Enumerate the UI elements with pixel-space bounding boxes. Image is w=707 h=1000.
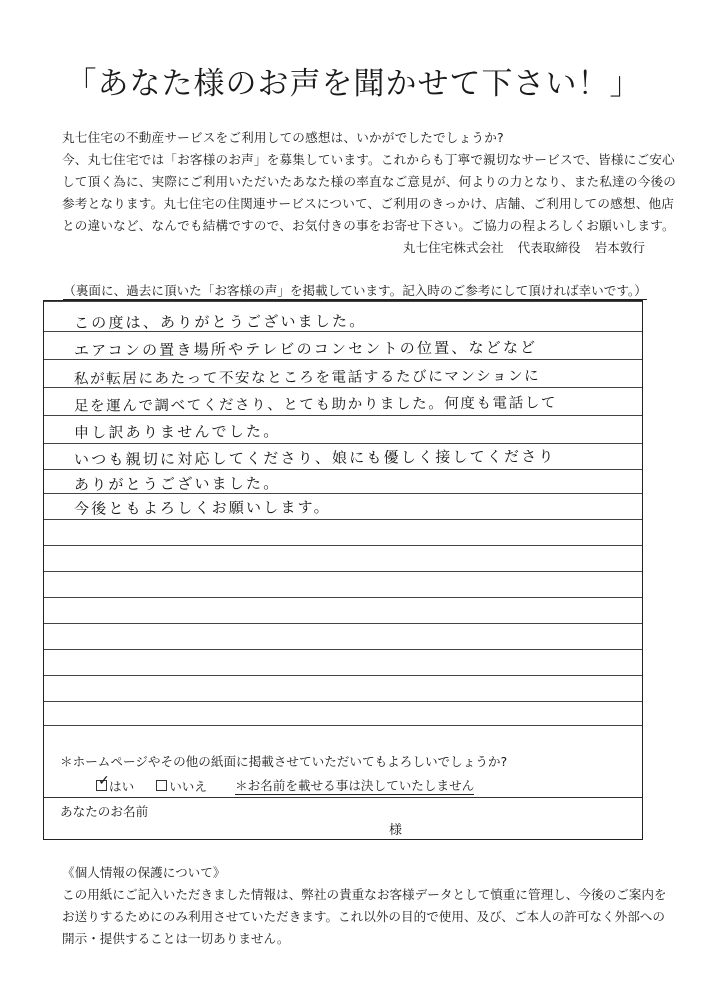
privacy-heading: 《個人情報の保護について》 [62, 865, 226, 880]
signature [393, 237, 645, 256]
handwritten-line: この度は、ありがとうございました。 [73, 311, 367, 333]
intro-line: 今、丸七住宅では「お客様のお声」を募集しています。これからも丁寧で親切なサービスで、皆様にご安心 [62, 152, 675, 167]
page-title: 「あなた様のお声を聞かせて下さい！」 [65, 66, 642, 102]
ruled-line [44, 649, 642, 650]
company-name: 丸七住宅株式会社 [402, 240, 504, 255]
intro-line: 参考となります。丸七住宅の住関連サービスについて、ご利用のきっかけ、店舗、ご利用しての感想、他店 [62, 196, 675, 211]
intro-line: して頂く為に、実際にご利用いただいたあなた様の率直なご意見が、何よりの力となり、また私達の今後の [62, 174, 677, 189]
privacy-line: お送りするためにのみ利用させていただきます。これ以外の目的で使用、及び、ご本人の許可なく外部への [62, 909, 665, 924]
ruled-line [44, 623, 642, 624]
handwritten-line: 申し訳ありませんでした。 [73, 422, 281, 442]
ruled-line [44, 443, 642, 444]
honorific-suffix: 様 [389, 823, 403, 838]
ruled-line [44, 725, 642, 726]
divider [44, 797, 642, 798]
yes-label: はい [109, 778, 135, 794]
permission-question: ＊ホームページやその他の紙面に掲載させていただいてもよろしいでしょうか? [60, 754, 508, 769]
signatory-role: 代表取締役 [517, 240, 581, 255]
no-checkbox[interactable] [156, 780, 167, 791]
reference-note-text: （裏面に、過去に頂いた「お客様の声」を掲載しています。記入時のご参考にして頂ければ幸いです。） [63, 283, 647, 298]
option-yes[interactable] [96, 772, 135, 795]
ruled-line [44, 301, 642, 302]
handwritten-line: 今後ともよろしくお願いします。 [73, 498, 331, 518]
no-label: いいえ [169, 778, 207, 794]
privacy-line: この用紙にご記入いただきました情報は、弊社の貴重なお客様データとして慎重に管理し、今後のご案内を [62, 887, 667, 902]
ruled-line [44, 571, 642, 572]
privacy-line: 開示・提供することは一切ありません。 [62, 931, 290, 946]
reference-note [60, 280, 650, 299]
intro-text [62, 127, 677, 237]
check-mark-icon: ✓ [98, 772, 110, 789]
option-no[interactable] [156, 776, 207, 795]
signatory-name: 岩本敦行 [594, 240, 645, 255]
yes-checkbox[interactable] [96, 772, 110, 791]
intro-line: 丸七住宅の不動産サービスをご利用しての感想は、いかがでしたでしょうか? [62, 130, 504, 145]
ruled-line [44, 675, 642, 676]
ruled-line [44, 519, 642, 520]
intro-line: との違いなど、なんでも結構ですので、お気付きの事をお寄せ下さい。ご協力の程よろしくお願いします。 [62, 218, 675, 233]
feedback-form [43, 300, 643, 840]
ruled-line [44, 597, 642, 598]
handwritten-line: ありがとうございました。 [73, 474, 281, 494]
handwritten-line: エアコンの置き場所やテレビのコンセントの位置、などなど [73, 338, 538, 360]
ruled-line [44, 545, 642, 546]
handwritten-line: 私が転居にあたって不安なところを電話するたびにマンションに [73, 368, 541, 388]
handwritten-line: 足を運んで調べてくださり、とても助かりました。何度も電話して [73, 395, 558, 415]
name-privacy-note: ＊お名前を載せる事は決していたしません [235, 775, 474, 795]
ruled-writing-area [44, 301, 642, 746]
permission-options [96, 772, 475, 795]
privacy-section [62, 862, 682, 950]
name-label: あなたのお名前 [60, 804, 149, 819]
ruled-line [44, 701, 642, 702]
handwritten-line: いつも親切に対応してくださり、娘にも優しく接してくださり [73, 447, 556, 469]
